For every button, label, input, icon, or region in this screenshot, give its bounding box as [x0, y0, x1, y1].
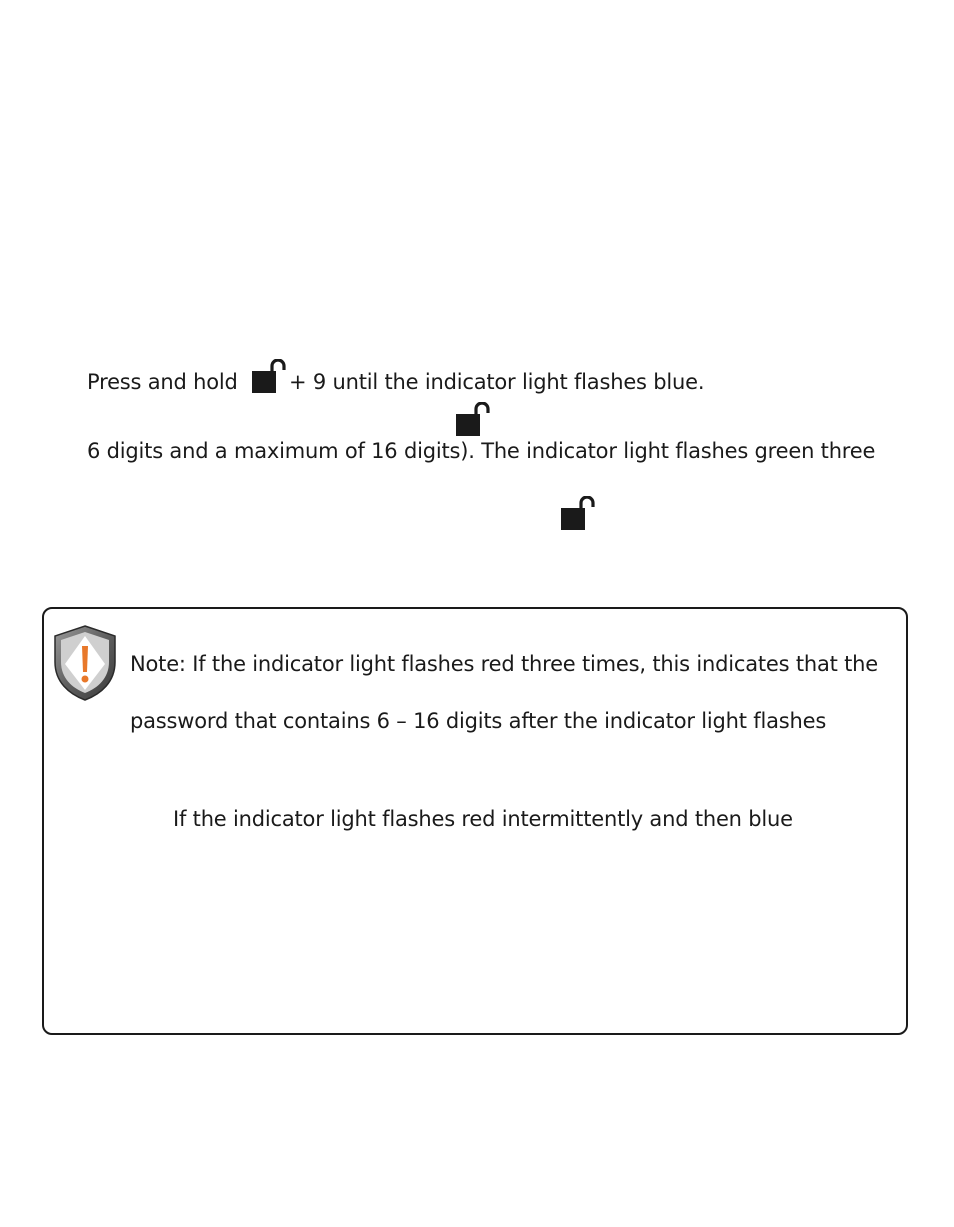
- note-line-3: [173, 806, 793, 832]
- instruction-text-press-hold: Press and hold: [87, 370, 238, 394]
- note-line-1: [130, 651, 878, 677]
- note-line-2: [130, 708, 826, 734]
- instruction-line-1-start: [87, 369, 238, 395]
- instruction-text-digits: 6 digits and a maximum of 16 digits). The indicator light flashes green three: [87, 439, 876, 463]
- unlock-icon: [456, 402, 490, 436]
- instruction-line-1-end: [289, 369, 704, 395]
- instruction-text-plus-nine: + 9 until the indicator light flashes blue.: [289, 370, 705, 394]
- warning-shield-icon: [53, 624, 117, 702]
- note-text-2: password that contains 6 – 16 digits after the indicator light flashes: [130, 709, 827, 733]
- unlock-icon: [252, 359, 286, 393]
- note-text-1: Note: If the indicator light flashes red three times, this indicates that the: [130, 652, 879, 676]
- instruction-line-2: [87, 438, 875, 464]
- note-text-3: If the indicator light flashes red intermittently and then blue: [173, 807, 793, 831]
- unlock-icon: [561, 496, 595, 530]
